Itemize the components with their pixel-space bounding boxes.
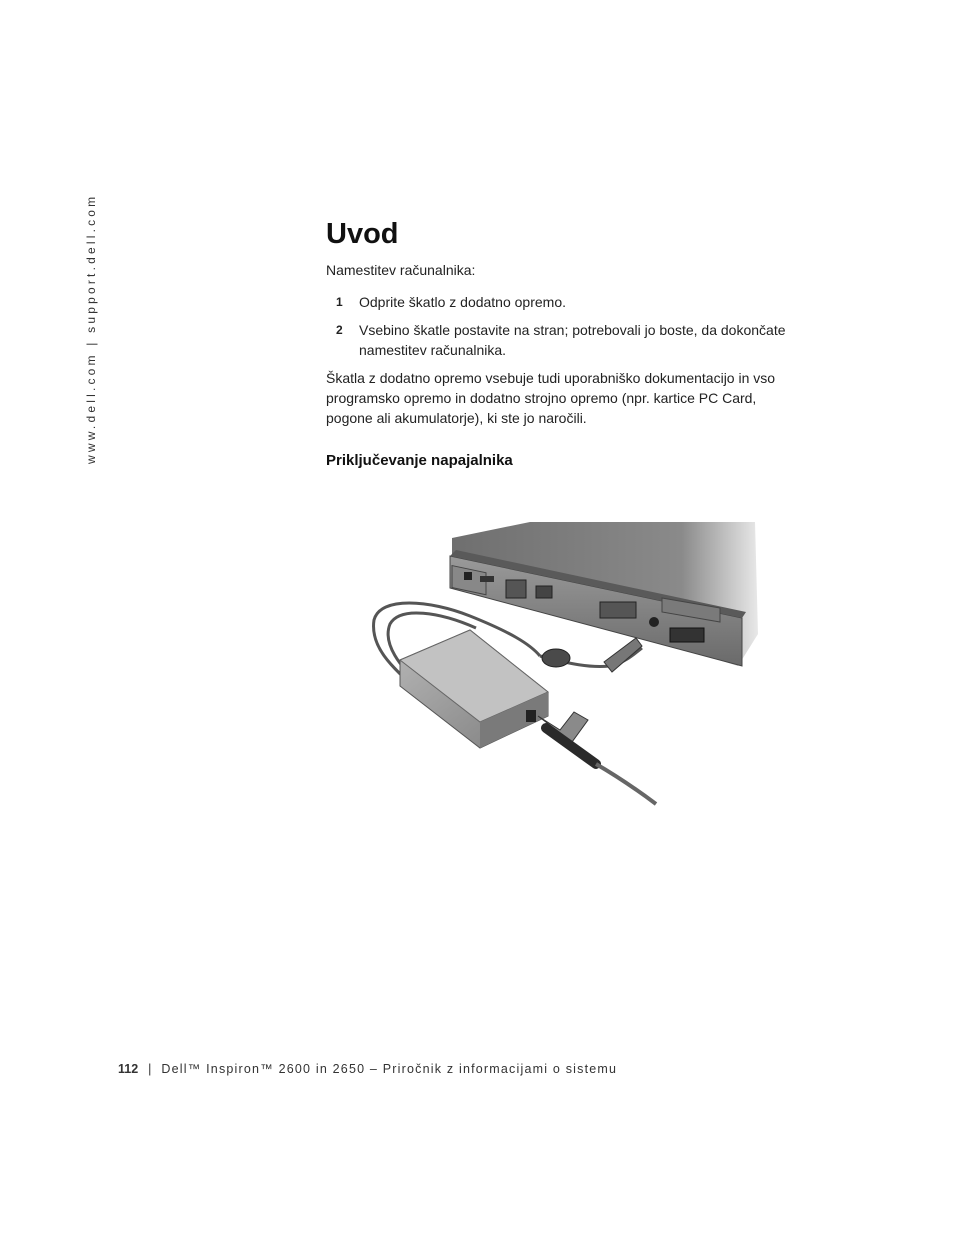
adapter-brick	[400, 630, 548, 748]
page-title: Uvod	[326, 218, 399, 250]
step-text: Odprite škatlo z dodatno opremo.	[359, 294, 567, 310]
steps-list	[326, 292, 806, 360]
step-number: 1	[336, 295, 343, 309]
page-number: 112	[118, 1062, 139, 1076]
main-content	[326, 212, 806, 472]
step-number: 2	[336, 323, 343, 337]
ac-cord	[538, 712, 656, 804]
list-item	[326, 292, 806, 312]
ac-adapter-illustration	[360, 516, 770, 806]
body-paragraph: Škatla z dodatno opremo vsebuje tudi uporabniško dokumentacijo in vso programsko opremo in dodatno strojno opremo (npr. kartice PC Card, pogone ali akumulatorje), ki ste jo naročili.	[326, 370, 776, 426]
step-text: Vsebino škatle postavite na stran; potrebovali jo boste, da dokončate namestitev računalnika.	[359, 322, 786, 358]
book-title: Dell™ Inspiron™ 2600 in 2650 – Priročnik z informacijami o sistemu	[161, 1062, 618, 1076]
list-item	[326, 320, 806, 360]
page-footer	[118, 1062, 617, 1076]
footer-separator: |	[148, 1062, 152, 1076]
sidebar-url: www.dell.com | support.dell.com	[84, 193, 98, 464]
laptop-rear	[450, 522, 758, 666]
intro-text: Namestitev računalnika:	[326, 262, 476, 278]
section-subheading: Priključevanje napajalnika	[326, 452, 513, 469]
